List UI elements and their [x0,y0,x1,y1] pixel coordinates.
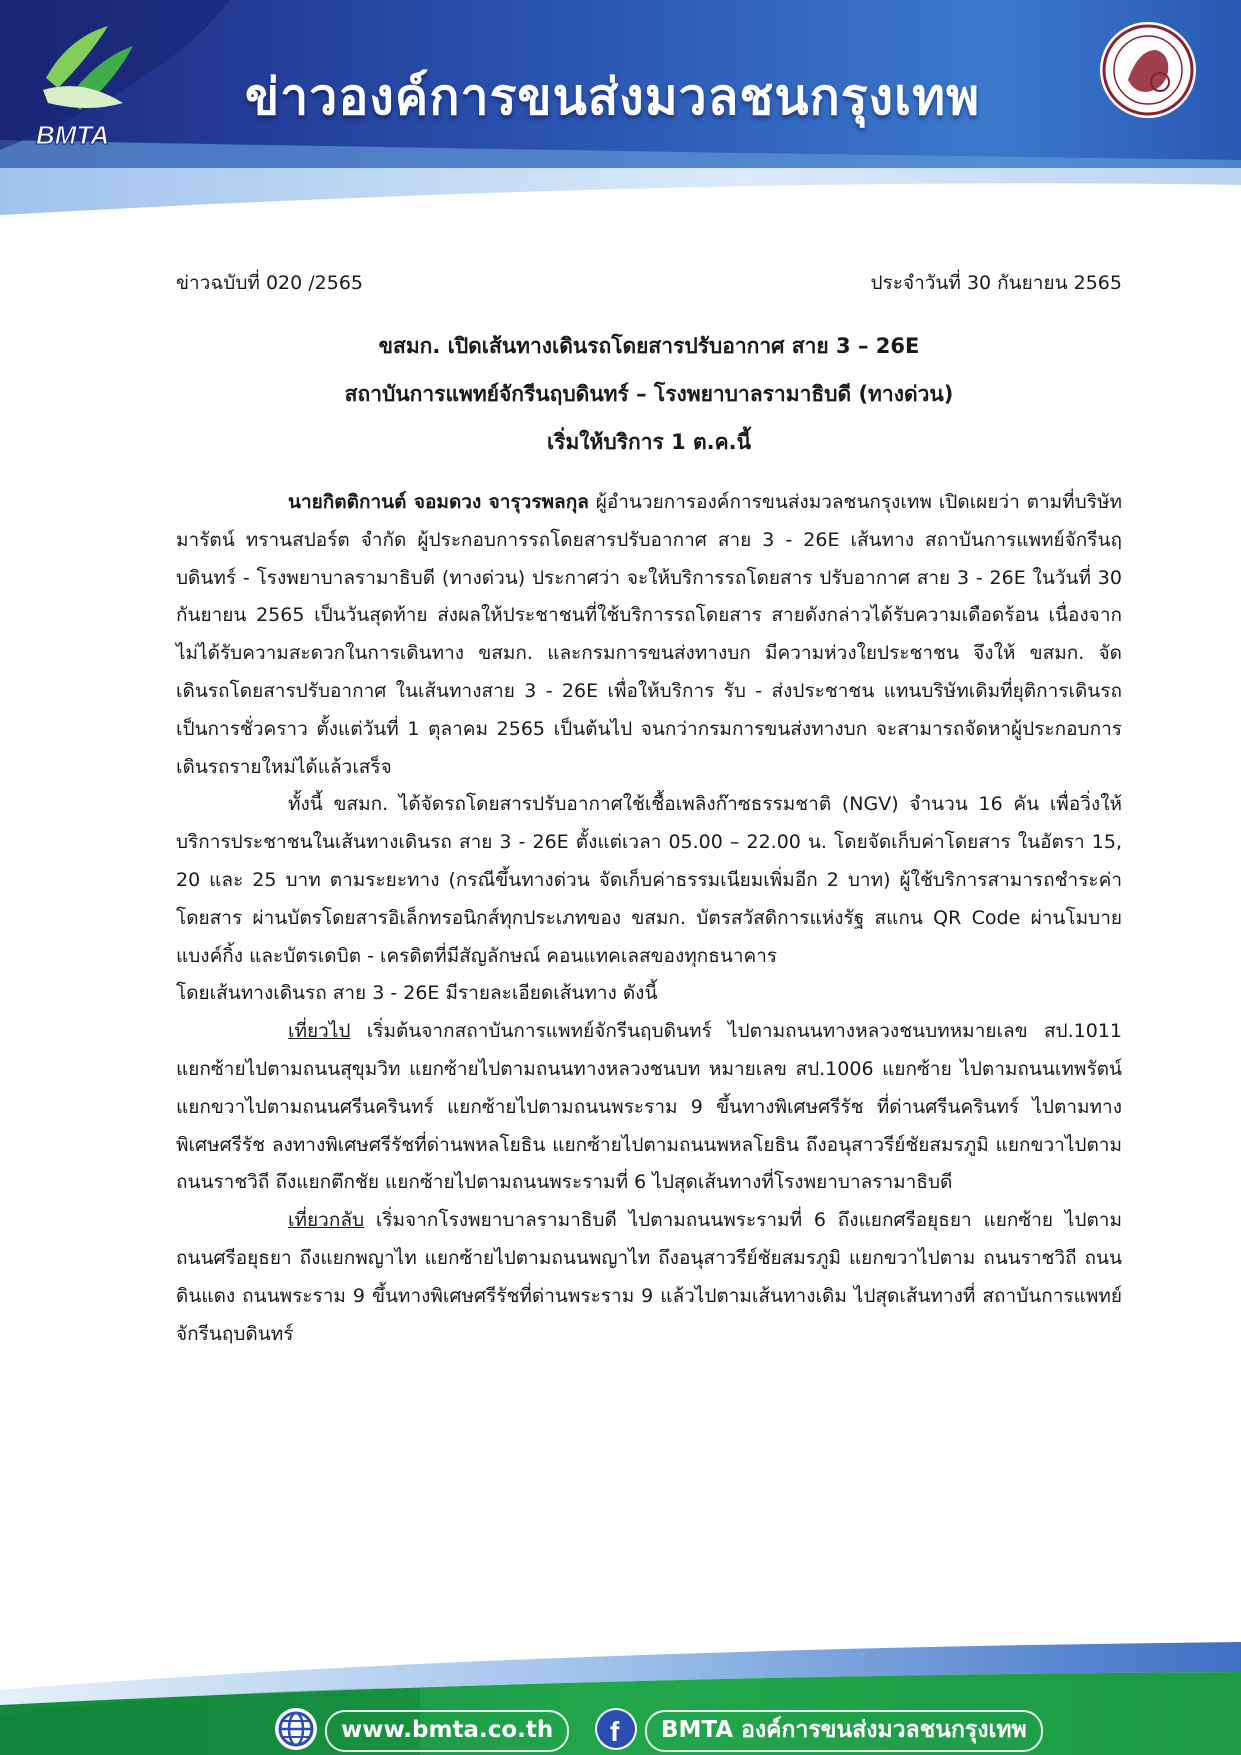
facebook-icon-svg [595,1708,637,1750]
paragraph-outbound [176,1013,1122,1202]
return-label: เที่ยวกลับ [288,1209,365,1232]
website-link[interactable]: www.bmta.co.th [325,1710,569,1752]
headline [176,322,1122,466]
return-route-text: เริ่มจากโรงพยาบาลรามาธิบดี ไปตามถนนพระรามที่ 6 ถึงแยกศรีอยุธยา แยกซ้าย ไปตามถนนศรีอยุธยา ถึงแยกพญาไท แยกซ้ายไปตามถนนพญาไท ถึงอนุสาวรีย์ชัยสมรภูมิ แยกขวาไปตาม ถนนราชวิถี ถนนดินแดง ถนนพระราม 9 ขึ้นทางพิเศษศรีรัชที่ด่านพระราม 9 แล้วไปตามเส้นทางเดิม ไปสุดเส้นทางที่ สถาบันการแพทย์จักรีนฤบดินทร์ [176,1209,1122,1345]
paragraph-1 [176,484,1122,786]
headline-line-1: ขสมก. เปิดเส้นทางเดินรถโดยสารปรับอากาศ สาย 3 – 26E [378,334,920,358]
article-body [176,484,1122,1353]
header-banner [0,0,1241,215]
paragraph-return [176,1202,1122,1353]
headline-line-3: เริ่มให้บริการ 1 ต.ค.นี้ [546,430,752,454]
footer-banner [0,1620,1241,1755]
director-name: นายกิตติกานต์ จอมดวง จารุวรพลกุล [288,491,589,513]
issue-info-row [176,268,1122,302]
facebook-icon [595,1708,637,1750]
facebook-page-link[interactable]: BMTA องค์การขนส่งมวลชนกรุงเทพ [645,1710,1043,1752]
issue-date: ประจำวันที่ 30 กันยายน 2565 [870,272,1122,294]
paragraph-2-last-line: โดยเส้นทางเดินรถ สาย 3 - 26E มีรายละเอียดเส้นทาง ดังนี้ [176,982,658,1005]
globe-icon-svg [275,1708,317,1750]
bmta-logo [28,18,148,158]
paragraph-2: ทั้งนี้ ขสมก. ได้จัดรถโดยสารปรับอากาศใช้เชื้อเพลิงก๊าซธรรมชาติ (NGV) จำนวน 16 คัน เพื่อวิ่งให้บริการประชาชนในเส้นทางเดินรถ สาย 3 - 26E ตั้งแต่เวลา 05.00 – 22.00 น. โดยจัดเก็บค่าโดยสาร ในอัตรา 15, 20 และ 25 บาท ตามระยะทาง (กรณีขึ้นทางด่วน จัดเก็บค่าธรรมเนียมเพิ่มอีก 2 บาท) ผู้ใช้บริการสามารถชำระค่าโดยสาร ผ่านบัตรโดยสารอิเล็กทรอนิกส์ทุกประเภทของ ขสมก. บัตรสวัสดิการแห่งรัฐ สแกน QR Code ผ่านโมบายแบงค์กิ้ง และบัตรเดบิต - เครดิตที่มีสัญลักษณ์ คอนแทคเลสของทุกธนาคาร [176,793,1122,967]
issue-number: ข่าวฉบับที่ 020 /2565 [176,272,364,294]
bmta-logo-icon [28,18,148,158]
header-title: ข่าวองค์การขนส่งมวลชนกรุงเทพ [245,68,981,126]
seal-icon [1098,20,1198,120]
globe-icon [275,1708,317,1750]
svg-text:BMTA: BMTA [36,120,110,150]
outbound-route-text: เริ่มต้นจากสถาบันการแพทย์จักรีนฤบดินทร์ ไปตามถนนทางหลวงชนบทหมายเลข สป.1011 แยกซ้ายไปตามถนนสุขุมวิท แยกซ้ายไปตามถนนทางหลวงชนบท หมายเลข สป.1006 แยกซ้าย ไปตามถนนเทพรัตน์ แยกขวาไปตามถนนศรีนครินทร์ แยกซ้ายไปตามถนนพระราม 9 ขึ้นทางพิเศษศรีรัช ที่ด่านศรีนครินทร์ ไปตามทางพิเศษศรีรัช ลงทางพิเศษศรีรัชที่ด่านพหลโยธิน แยกซ้ายไปตามถนนพหลโยธิน ถึงอนุสาวรีย์ชัยสมรภูมิ แยกขวาไปตามถนนราชวิถี ถึงแยกตึกชัย แยกซ้ายไปตามถนนพระรามที่ 6 ไปสุดเส้นทางที่โรงพยาบาลรามาธิบดี [176,1020,1122,1194]
svg-text:f: f [610,1716,620,1747]
seal-emblem [1098,20,1198,120]
paragraph-1-text: ผู้อำนวยการองค์การขนส่งมวลชนกรุงเทพ เปิดเผยว่า ตามที่บริษัท มารัตน์ ทรานสปอร์ต จำกัด ผู้ประกอบการรถโดยสารปรับอากาศ สาย 3 - 26E เส้นทาง สถาบันการแพทย์จักรีนฤบดินทร์ - โรงพยาบาลรามาธิบดี (ทางด่วน) ประกาศว่า จะให้บริการรถโดยสาร ปรับอากาศ สาย 3 - 26E ในวันที่ 30 กันยายน 2565 เป็นวันสุดท้าย ส่งผลให้ประชาชนที่ใช้บริการรถโดยสาร สายดังกล่าวได้รับความเดือดร้อน เนื่องจากไม่ได้รับความสะดวกในการเดินทาง ขสมก. และกรมการขนส่งทางบก มีความห่วงใยประชาชน จึงให้ ขสมก. จัดเดินรถโดยสารปรับอากาศ ในเส้นทางสาย 3 - 26E เพื่อให้บริการ รับ - ส่งประชาชน แทนบริษัทเดิมที่ยุติการเดินรถ เป็นการชั่วคราว ตั้งแต่วันที่ 1 ตุลาคม 2565 เป็นต้นไป จนกว่ากรมการขนส่งทางบก จะสามารถจัดหาผู้ประกอบการเดินรถรายใหม่ได้แล้วเสร็จ [176,491,1122,778]
outbound-label: เที่ยวไป [288,1020,351,1043]
headline-line-2: สถาบันการแพทย์จักรีนฤบดินทร์ – โรงพยาบาลรามาธิบดี (ทางด่วน) [344,382,954,406]
